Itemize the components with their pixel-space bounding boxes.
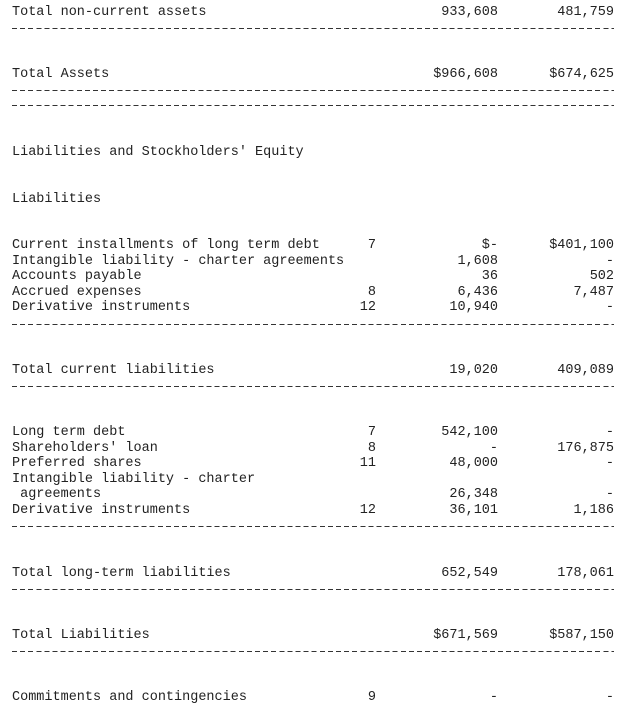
note-ref: 7: [367, 238, 376, 253]
row-accrued-expenses: [0, 285, 621, 301]
row-shareholders-loan: [0, 441, 621, 457]
note-ref: 8: [367, 441, 376, 456]
dashed-rule: [12, 589, 614, 590]
note-ref: 12: [359, 503, 376, 518]
row-label: Shareholders' loan: [12, 441, 158, 456]
value-current-year: $671,569: [433, 628, 498, 643]
row-label: Total Assets: [12, 67, 110, 82]
row-commitments: [0, 690, 621, 706]
dashed-rule: [12, 105, 614, 106]
note-ref: 8: [367, 285, 376, 300]
value-current-year: 652,549: [441, 566, 498, 581]
row-label: Preferred shares: [12, 456, 142, 471]
row-label: Intangible liability - charter agreements: [12, 254, 345, 269]
value-current-year: -: [489, 441, 498, 456]
value-current-year: 6,436: [457, 285, 498, 300]
value-current-year: 48,000: [449, 456, 498, 471]
value-prior-year: -: [605, 300, 614, 315]
value-prior-year: -: [605, 487, 614, 502]
value-current-year: -: [489, 690, 498, 705]
value-prior-year: -: [605, 254, 614, 269]
row-label: Long term debt: [12, 425, 126, 440]
row-label: Current installments of long term debt: [12, 238, 320, 253]
value-prior-year: 7,487: [573, 285, 614, 300]
row-label: Total Liabilities: [12, 628, 150, 643]
value-current-year: 542,100: [441, 425, 498, 440]
row-long-term-debt: [0, 425, 621, 441]
row-current-installments: [0, 238, 621, 254]
dashed-rule: [12, 28, 614, 29]
value-prior-year: $401,100: [549, 238, 614, 253]
row-section-heading: [0, 145, 621, 161]
row-liabilities-heading: [0, 192, 621, 208]
row-label: Derivative instruments: [12, 503, 191, 518]
row-label: Liabilities and Stockholders' Equity: [12, 145, 304, 160]
note-ref: 11: [359, 456, 376, 471]
row-label: Total current liabilities: [12, 363, 215, 378]
dashed-rule: [12, 651, 614, 652]
value-prior-year: 502: [589, 269, 614, 284]
value-current-year: 36: [481, 269, 498, 284]
value-current-year: 26,348: [449, 487, 498, 502]
dashed-rule: [12, 90, 614, 91]
dashed-rule: [12, 324, 614, 325]
value-current-year: $966,608: [433, 67, 498, 82]
value-current-year: 19,020: [449, 363, 498, 378]
value-prior-year: $587,150: [549, 628, 614, 643]
row-derivative-lt: [0, 503, 621, 519]
dashed-rule: [12, 386, 614, 387]
value-prior-year: 409,089: [557, 363, 614, 378]
value-prior-year: 1,186: [573, 503, 614, 518]
value-prior-year: -: [605, 456, 614, 471]
value-current-year: $-: [481, 238, 498, 253]
row-intangible-lt-line2: [0, 487, 621, 503]
value-current-year: 1,608: [457, 254, 498, 269]
row-label: Accounts payable: [12, 269, 142, 284]
row-derivative-current: [0, 300, 621, 316]
row-total-current-liabilities: [0, 363, 621, 379]
value-prior-year: 176,875: [557, 441, 614, 456]
row-label: Commitments and contingencies: [12, 690, 247, 705]
note-ref: 7: [367, 425, 376, 440]
row-intangible-lt-line1: [0, 472, 621, 488]
value-prior-year: $674,625: [549, 67, 614, 82]
row-total-liabilities: [0, 628, 621, 644]
row-total-noncurrent-assets: [0, 5, 621, 21]
row-total-lt-liabilities: [0, 566, 621, 582]
row-label: agreements: [12, 487, 102, 502]
row-intangible-current: [0, 254, 621, 270]
value-current-year: 933,608: [441, 5, 498, 20]
value-prior-year: 481,759: [557, 5, 614, 20]
value-prior-year: -: [605, 690, 614, 705]
note-ref: 9: [367, 690, 376, 705]
row-label: Total long-term liabilities: [12, 566, 231, 581]
row-label: Total non-current assets: [12, 5, 207, 20]
row-label: Accrued expenses: [12, 285, 142, 300]
value-current-year: 36,101: [449, 503, 498, 518]
note-ref: 12: [359, 300, 376, 315]
row-label: Intangible liability - charter: [12, 472, 256, 487]
row-label: Liabilities: [12, 192, 102, 207]
row-label: Derivative instruments: [12, 300, 191, 315]
value-prior-year: -: [605, 425, 614, 440]
value-current-year: 10,940: [449, 300, 498, 315]
value-prior-year: 178,061: [557, 566, 614, 581]
dashed-rule: [12, 526, 614, 527]
row-accounts-payable: [0, 269, 621, 285]
row-total-assets: [0, 67, 621, 83]
row-preferred-shares: [0, 456, 621, 472]
